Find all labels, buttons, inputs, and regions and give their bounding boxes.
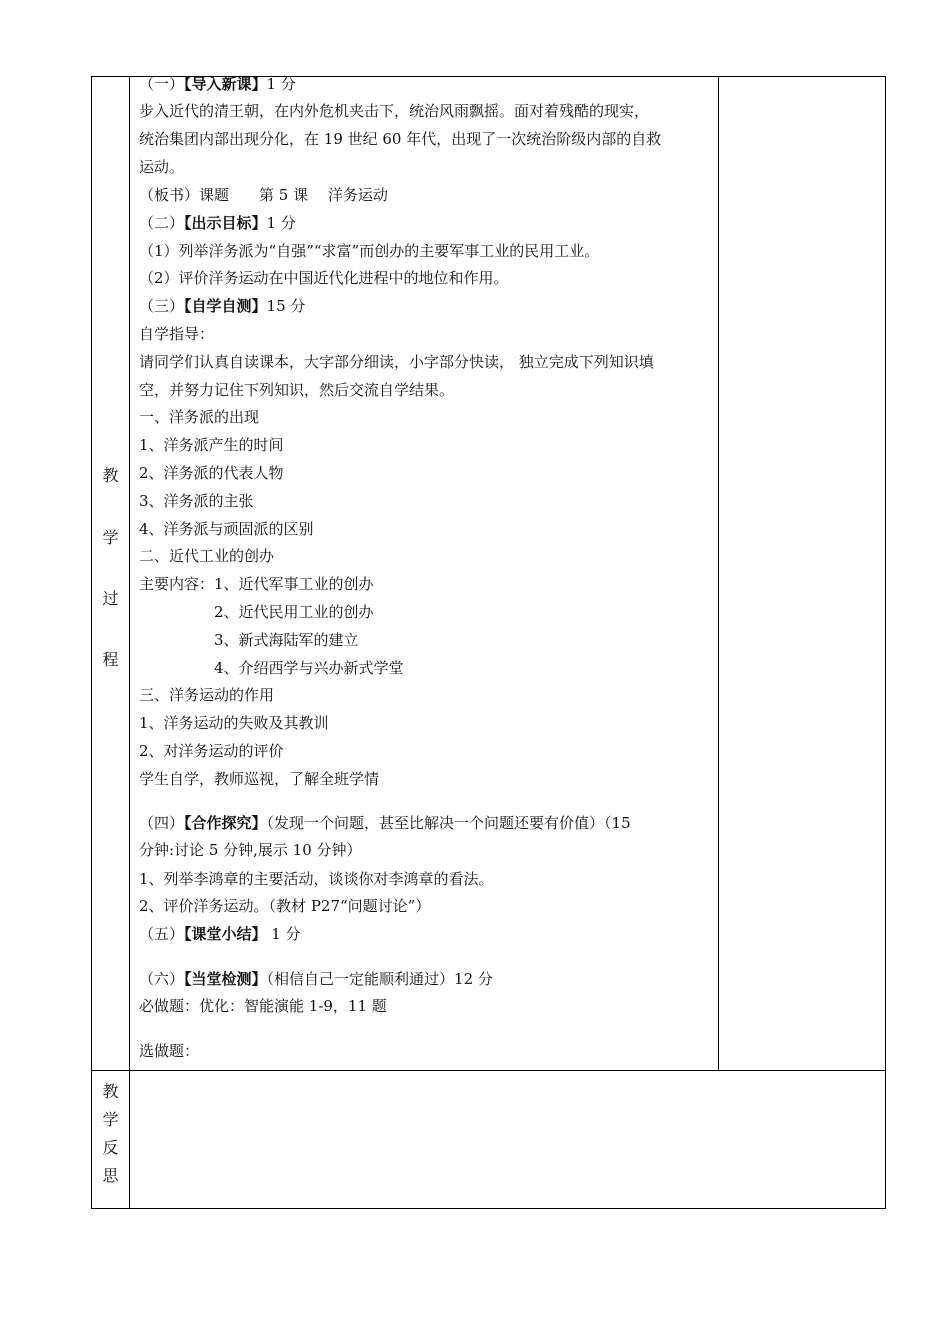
content-line: 2、评价洋务运动。（教材 P27“问题讨论”） bbox=[139, 897, 431, 915]
content-line: （2）评价洋务运动在中国近代化进程中的地位和作用。 bbox=[139, 269, 509, 287]
content-line: 1、洋务派产生的时间 bbox=[139, 436, 284, 454]
content-line: 学生自学，教师巡视，了解全班学情 bbox=[139, 770, 380, 788]
section-heading: （一）【导入新课】1 分 bbox=[139, 75, 296, 93]
content-line: 4、介绍西学与兴办新式学堂 bbox=[139, 659, 404, 677]
content-line: 主要内容：1、近代军事工业的创办 bbox=[139, 575, 374, 593]
content-line: 空，并努力记住下列知识，然后交流自学结果。 bbox=[139, 381, 455, 399]
content-line: 二、近代工业的创办 bbox=[139, 547, 275, 565]
content-line: 分钟:讨论 5 分钟,展示 10 分钟） bbox=[139, 841, 362, 859]
table-divider-row bbox=[91, 1070, 886, 1071]
section-heading: （五）【课堂小结】 1 分 bbox=[139, 925, 301, 943]
content-line: 三、洋务运动的作用 bbox=[139, 686, 275, 704]
content-line: 3、新式海陆军的建立 bbox=[139, 631, 359, 649]
content-line: 必做题：优化：智能演能 1-9，11 题 bbox=[139, 997, 387, 1015]
content-line: 运动。 bbox=[139, 158, 185, 176]
table-divider-right bbox=[718, 76, 719, 1071]
content-line: 一、洋务派的出现 bbox=[139, 408, 260, 426]
content-line: 选做题： bbox=[139, 1042, 200, 1060]
content-line: 1、洋务运动的失败及其教训 bbox=[139, 714, 329, 732]
content-line: 2、对洋务运动的评价 bbox=[139, 742, 284, 760]
section-heading: （四）【合作探究】（发现一个问题，甚至比解决一个问题还要有价值）（15 bbox=[139, 814, 631, 832]
content-line: 步入近代的清王朝，在内外危机夹击下，统治风雨飘摇。面对着残酷的现实， bbox=[139, 102, 650, 120]
section-heading: （二）【出示目标】1 分 bbox=[139, 214, 296, 232]
content-line: （1）列举洋务派为“自强”“求富”而创办的主要军事工业的民用工业。 bbox=[139, 242, 600, 260]
table-divider-left bbox=[129, 76, 130, 1209]
content-line: 4、洋务派与顽固派的区别 bbox=[139, 520, 314, 538]
content-line: 统治集团内部出现分化，在 19 世纪 60 年代，出现了一次统治阶级内部的自救 bbox=[139, 130, 662, 148]
content-line: 2、洋务派的代表人物 bbox=[139, 464, 284, 482]
content-line: 3、洋务派的主张 bbox=[139, 492, 254, 510]
section-heading: （三）【自学自测】15 分 bbox=[139, 297, 306, 315]
content-line: 2、近代民用工业的创办 bbox=[139, 603, 374, 621]
content-line: 1、列举李鸿章的主要活动，谈谈你对李鸿章的看法。 bbox=[139, 870, 494, 888]
content-line: 请同学们认真自读课本，大字部分细读，小字部分快读， 独立完成下列知识填 bbox=[139, 353, 654, 371]
section-heading: （六）【当堂检测】（相信自己一定能顺利通过）12 分 bbox=[139, 970, 493, 988]
content-line: 自学指导： bbox=[139, 325, 215, 343]
content-line: （板书）课题 第 5 课 洋务运动 bbox=[139, 186, 388, 204]
